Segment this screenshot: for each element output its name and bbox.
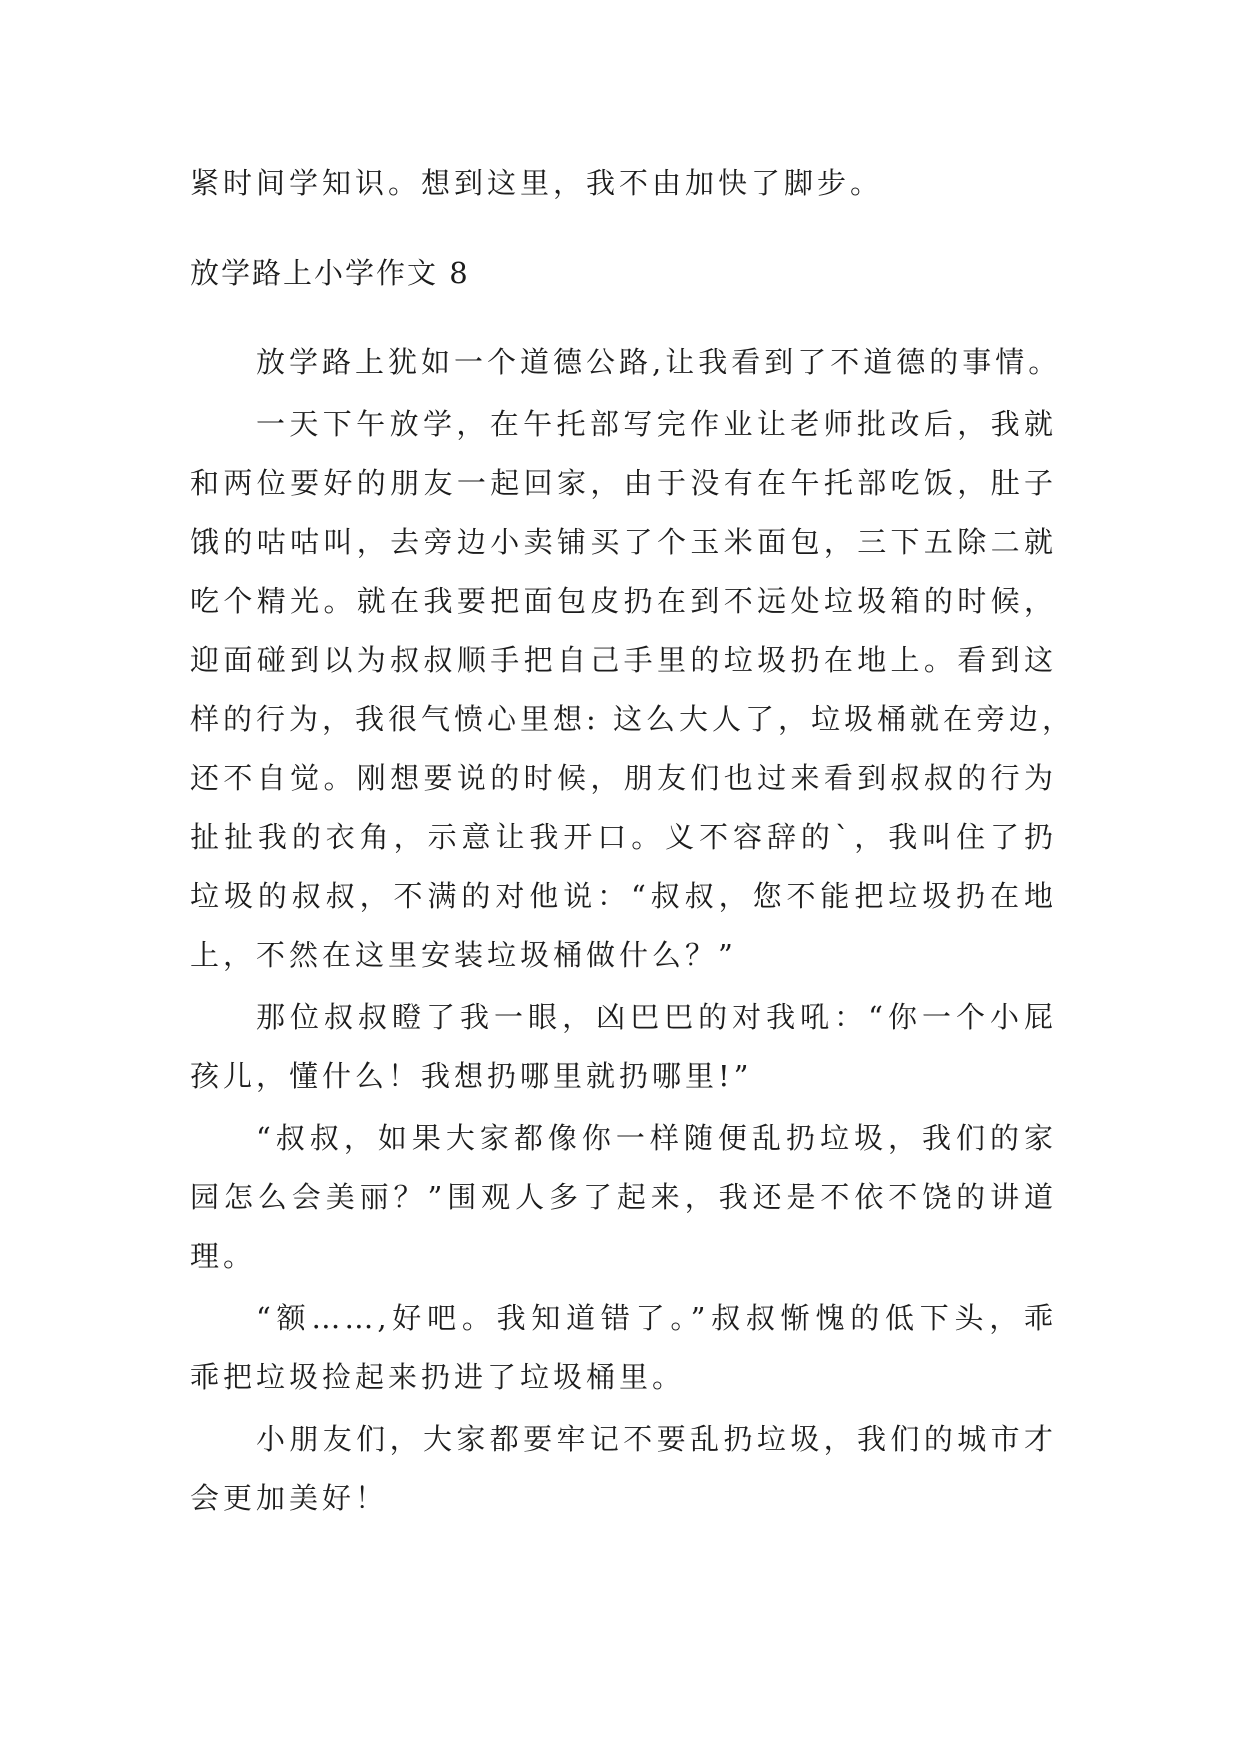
paragraph — [190, 1109, 1057, 1286]
paragraph-line: 垃圾的叔叔，不满的对他说：“叔叔，您不能把垃圾扔在地 — [190, 879, 1057, 913]
paragraph-line: 放学路上犹如一个道德公路,让我看到了不道德的事情。 — [256, 345, 1062, 379]
paragraph — [190, 1289, 1057, 1407]
paragraph — [190, 333, 1062, 392]
paragraph-line: 一天下午放学，在午托部写完作业让老师批改后，我就 — [256, 407, 1057, 441]
paragraph-line: 园怎么会美丽？”围观人多了起来，我还是不依不饶的讲道 — [190, 1180, 1057, 1214]
paragraph-line: 孩儿，懂什么！我想扔哪里就扔哪里!” — [190, 1059, 753, 1093]
paragraph — [190, 395, 1075, 985]
paragraph-line: “叔叔，如果大家都像你一样随便乱扔垃圾，我们的家 — [256, 1121, 1057, 1155]
paragraph-line: 会更加美好！ — [190, 1481, 389, 1515]
paragraph-line: 样的行为，我很气愤心里想: 这么大人了，垃圾桶就在旁边， — [190, 702, 1075, 736]
paragraph-line: “额……,好吧。我知道错了。”叔叔惭愧的低下头，乖 — [256, 1301, 1057, 1335]
paragraph-line: 乖把垃圾捡起来扔进了垃圾桶里。 — [190, 1360, 686, 1394]
paragraph — [190, 1410, 1057, 1528]
paragraph-line: 还不自觉。刚想要说的时候，朋友们也过来看到叔叔的行为 — [190, 761, 1057, 795]
paragraph-line: 迎面碰到以为叔叔顺手把自己手里的垃圾扔在地上。看到这 — [190, 643, 1057, 677]
continued-line: 紧时间学知识。想到这里，我不由加快了脚步。 — [190, 166, 884, 200]
paragraph-line: 理。 — [190, 1239, 257, 1273]
paragraph-line: 饿的咕咕叫，去旁边小卖铺买了个玉米面包，三下五除二就 — [190, 525, 1057, 559]
paragraph-line: 扯扯我的衣角，示意让我开口。义不容辞的`，我叫住了扔 — [190, 820, 1057, 854]
paragraph-line: 那位叔叔瞪了我一眼，凶巴巴的对我吼：“你一个小屁 — [256, 1000, 1057, 1034]
paragraph — [190, 988, 1057, 1106]
document-body — [190, 0, 1075, 1528]
paragraph-line: 小朋友们，大家都要牢记不要乱扔垃圾，我们的城市才 — [256, 1422, 1057, 1456]
paragraph-line: 上，不然在这里安装垃圾桶做什么？” — [190, 938, 737, 972]
essay-title: 放学路上小学作文 8 — [190, 256, 470, 290]
paragraph-line: 和两位要好的朋友一起回家，由于没有在午托部吃饭，肚子 — [190, 466, 1057, 500]
paragraph-line: 吃个精光。就在我要把面包皮扔在到不远处垃圾箱的时候， — [190, 584, 1057, 618]
